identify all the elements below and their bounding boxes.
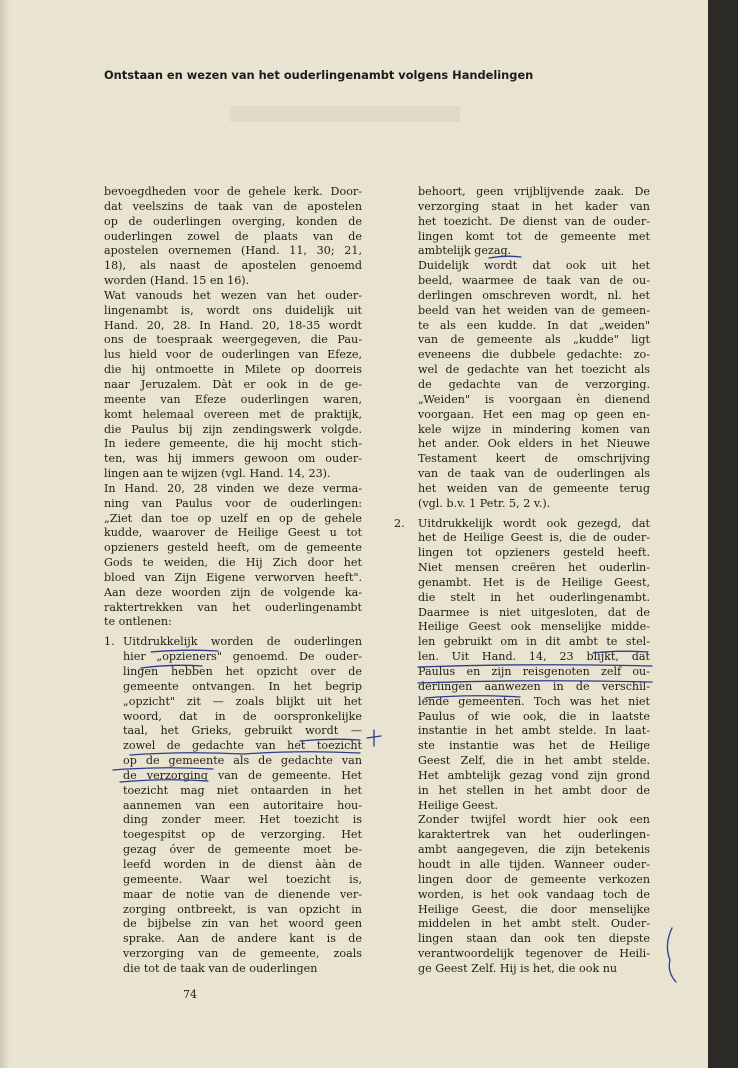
text-line: gemeente ontvangen. In het begrip xyxy=(123,679,362,693)
text-line: Heilige Geest, die door menselijke xyxy=(418,902,650,916)
text-line: bevoegdheden voor de gehele kerk. Door- xyxy=(104,185,362,198)
text-line: worden, is het ook vandaag toch de xyxy=(418,887,650,901)
text-line: Aan deze woorden zijn de volgende ka- xyxy=(104,585,362,599)
list-item-2-text xyxy=(418,517,650,814)
text-line: de gedachte van de verzorging. xyxy=(418,377,650,391)
text-line: „Weiden" is voorgaan èn dienend xyxy=(418,392,650,406)
margin-bracket xyxy=(667,928,676,982)
text-line: Daarmee is niet uitgesloten, dat de xyxy=(418,605,650,619)
left-paragraph-2 xyxy=(104,289,362,482)
text-line: leefd worden in de dienst ààn de xyxy=(123,857,362,871)
right-paragraph-2 xyxy=(418,259,650,511)
text-line: Paulus of wie ook, die in laatste xyxy=(418,709,650,723)
text-line: kudde, waarover de Heilige Geest u tot xyxy=(104,526,362,540)
text-line: apostelen overnemen (Hand. 11, 30; 21, xyxy=(104,244,362,258)
text-line: lus hield voor de ouderlingen van Efeze, xyxy=(104,348,362,362)
text-line: lingenambt is, wordt ons duidelijk uit xyxy=(104,303,362,317)
text-line: lingen aan te wijzen (vgl. Hand. 14, 23). xyxy=(104,467,331,481)
text-line: Zonder twijfel wordt hier ook een xyxy=(418,813,650,827)
text-line: gezag óver de gemeente moet be- xyxy=(123,843,362,857)
text-line: kele wijze in mindering komen van xyxy=(418,422,650,436)
text-line: naar Jeruzalem. Dàt er ook in de ge- xyxy=(104,377,362,391)
text-line: toezicht mag niet ontaarden in het xyxy=(123,783,362,797)
text-line: Duidelijk wordt dat ook uit het xyxy=(418,259,650,273)
bleed-through-shadow xyxy=(230,106,460,122)
text-line: eveneens die dubbele gedachte: zo- xyxy=(418,348,650,362)
text-line: Uitdrukkelijk wordt ook gezegd, dat xyxy=(418,516,650,530)
text-line: gemeente. Waar wel toezicht is, xyxy=(123,872,362,886)
text-line: bloed van Zijn Eigene verworven heeft". xyxy=(104,570,362,584)
list-item-2-number: 2. xyxy=(394,516,405,530)
text-line: In Hand. 20, 28 vinden we deze verma- xyxy=(104,481,362,495)
text-line: len gebruikt om in dit ambt te stel- xyxy=(418,635,650,649)
text-line: Paulus en zijn reisgenoten zelf ou- xyxy=(418,665,650,678)
text-line: lende gemeenten. Toch was het niet xyxy=(418,694,650,708)
left-paragraph-1 xyxy=(104,185,362,289)
text-line: Gods te weiden, die Hij Zich door het xyxy=(104,556,362,570)
text-line: Heilige Geest ook menselijke midde- xyxy=(418,620,650,634)
cross-mark xyxy=(367,730,381,746)
text-line: ning van Paulus voor de ouderlingen: xyxy=(104,496,362,510)
text-line: len. Uit Hand. 14, 23 blijkt, dat xyxy=(418,650,650,664)
text-line: raktertrekken van het ouderlingenambt xyxy=(104,600,362,614)
text-line: middelen in het ambt stelt. Ouder- xyxy=(418,917,650,931)
text-line: die stelt in het ouderlingenambt. xyxy=(418,590,650,604)
list-item-1-text xyxy=(123,635,362,976)
text-line: Niet mensen creëren het ouderlin- xyxy=(418,561,650,575)
right-column xyxy=(394,185,650,977)
text-line: zowel de gedachte van het toezicht xyxy=(123,739,362,753)
text-line: komt helemaal overeen met de praktijk, xyxy=(104,407,362,421)
text-line: die Paulus bij zijn zendingswerk volgde. xyxy=(104,422,362,436)
text-line: te als een kudde. In dat „weiden" xyxy=(418,318,650,332)
text-line: van de taak van de ouderlingen als xyxy=(418,467,650,481)
text-line: opzieners gesteld heeft, om de gemeente xyxy=(104,541,362,555)
text-line: instantie in het ambt stelde. In laat- xyxy=(418,724,650,738)
text-line: die tot de taak van de ouderlingen xyxy=(123,961,318,975)
text-line: Het ambtelijk gezag vond zijn grond xyxy=(418,768,650,782)
text-line: ten, was hij immers gewoon om ouder- xyxy=(104,452,362,466)
text-line: ouderlingen zowel de plaats van de xyxy=(104,229,362,243)
text-line: lingen staan dan ook ten diepste xyxy=(418,932,650,946)
text-line: het ander. Ook elders in het Nieuwe xyxy=(418,437,650,451)
text-line: genambt. Het is de Heilige Geest, xyxy=(418,575,650,589)
text-line: voorgaan. Het een mag op geen en- xyxy=(418,407,650,421)
text-line: karaktertrek van het ouderlingen- xyxy=(418,828,650,842)
text-line: op de gemeente als de gedachte van xyxy=(123,754,362,768)
text-line: verzorging staat in het kader van xyxy=(418,199,650,213)
text-line: beeld, waarmee de taak van de ou- xyxy=(418,274,650,288)
text-line: op de ouderlingen overging, konden de xyxy=(104,214,362,228)
text-line: worden (Hand. 15 en 16). xyxy=(104,274,250,288)
page-spine-shadow xyxy=(0,0,10,1068)
right-paragraph-1 xyxy=(418,185,650,259)
text-line: aannemen van een autoritaire hou- xyxy=(123,798,362,812)
text-line: (vgl. b.v. 1 Petr. 5, 2 v.). xyxy=(418,496,551,510)
text-line: woord, dat in de oorspronkelijke xyxy=(123,709,362,723)
text-line: het de Heilige Geest is, die de ouder- xyxy=(418,531,650,545)
text-line: het toezicht. De dienst van de ouder- xyxy=(418,214,650,228)
text-line: lingen tot opzieners gesteld heeft. xyxy=(418,546,650,560)
text-line: behoort, geen vrijblijvende zaak. De xyxy=(418,185,650,198)
text-line: de bijbelse zin van het woord geen xyxy=(123,917,362,931)
list-item-1 xyxy=(104,635,362,976)
text-line: in het stellen in het ambt door de xyxy=(418,783,650,797)
text-line: verzorging van de gemeente, zoals xyxy=(123,947,362,961)
text-line: ge Geest Zelf. Hij is het, die ook nu xyxy=(418,961,618,975)
text-line: toegespitst op de verzorging. Het xyxy=(123,828,362,842)
text-line: dat veelszins de taak van de apostelen xyxy=(104,199,362,213)
text-line: „Ziet dan toe op uzelf en op de gehele xyxy=(104,511,362,525)
text-line: sprake. Aan de andere kant is de xyxy=(123,932,362,946)
text-line: lingen door de gemeente verkozen xyxy=(418,872,650,886)
text-line: houdt in alle tijden. Wanneer ouder- xyxy=(418,857,650,871)
text-line: meente van Efeze ouderlingen waren, xyxy=(104,392,362,406)
text-line: maar de notie van de dienende ver- xyxy=(123,887,362,901)
text-line: Geest Zelf, die in het ambt stelde. xyxy=(418,754,650,768)
left-column xyxy=(104,185,362,977)
text-line: derlingen omschreven wordt, nl. het xyxy=(418,288,650,302)
text-line: ding zonder meer. Het toezicht is xyxy=(123,813,362,827)
text-line: beeld van het weiden van de gemeen- xyxy=(418,303,650,317)
text-line: „opzicht" zit — zoals blijkt uit het xyxy=(123,694,362,708)
text-line: het weiden van de gemeente terug xyxy=(418,481,650,495)
text-line: 18), als naast de apostelen genoemd xyxy=(104,259,362,273)
list-item-2-followup xyxy=(418,813,650,976)
text-line: lingen hebben het opzicht over de xyxy=(123,665,362,678)
text-line: verantwoordelijk tegenover de Heili- xyxy=(418,947,650,961)
page-number: 74 xyxy=(183,988,197,1001)
text-line: derlingen aanwezen in de verschil- xyxy=(418,679,650,693)
text-line: Wat vanouds het wezen van het ouder- xyxy=(104,288,362,302)
text-line: de verzorging van de gemeente. Het xyxy=(123,768,362,782)
text-line: wel de gedachte van het toezicht als xyxy=(418,363,650,377)
text-line: Testament keert de omschrijving xyxy=(418,452,650,466)
left-paragraph-3 xyxy=(104,482,362,630)
text-line: In iedere gemeente, die hij mocht stich- xyxy=(104,437,362,451)
text-line: te ontlenen: xyxy=(104,615,172,629)
text-line: ste instantie was het de Heilige xyxy=(418,739,650,753)
text-line: lingen komt tot de gemeente met xyxy=(418,229,650,243)
text-line: zorging ontbreekt, is van opzicht in xyxy=(123,902,362,916)
text-line: van de gemeente als „kudde" ligt xyxy=(418,333,650,347)
list-item-2 xyxy=(394,516,650,977)
text-line: ambtelijk gezag. xyxy=(418,244,512,258)
text-line: die hij ontmoette in Milete op doorreis xyxy=(104,363,362,377)
text-line: ambt aangegeven, die zijn betekenis xyxy=(418,843,650,857)
running-header: Ontstaan en wezen van het ouderlingenambt volgens Handelingen xyxy=(104,68,534,82)
text-line: hier „opzieners" genoemd. De ouder- xyxy=(123,650,362,664)
text-line: Hand. 20, 28. In Hand. 20, 18-35 wordt xyxy=(104,318,362,332)
text-line: ons de toespraak weergegeven, die Pau- xyxy=(104,333,362,347)
text-line: taal, het Grieks, gebruikt wordt — xyxy=(123,724,362,738)
text-line: Heilige Geest. xyxy=(418,798,499,812)
text-line: Uitdrukkelijk worden de ouderlingen xyxy=(123,635,362,649)
list-item-1-number: 1. xyxy=(104,635,115,649)
